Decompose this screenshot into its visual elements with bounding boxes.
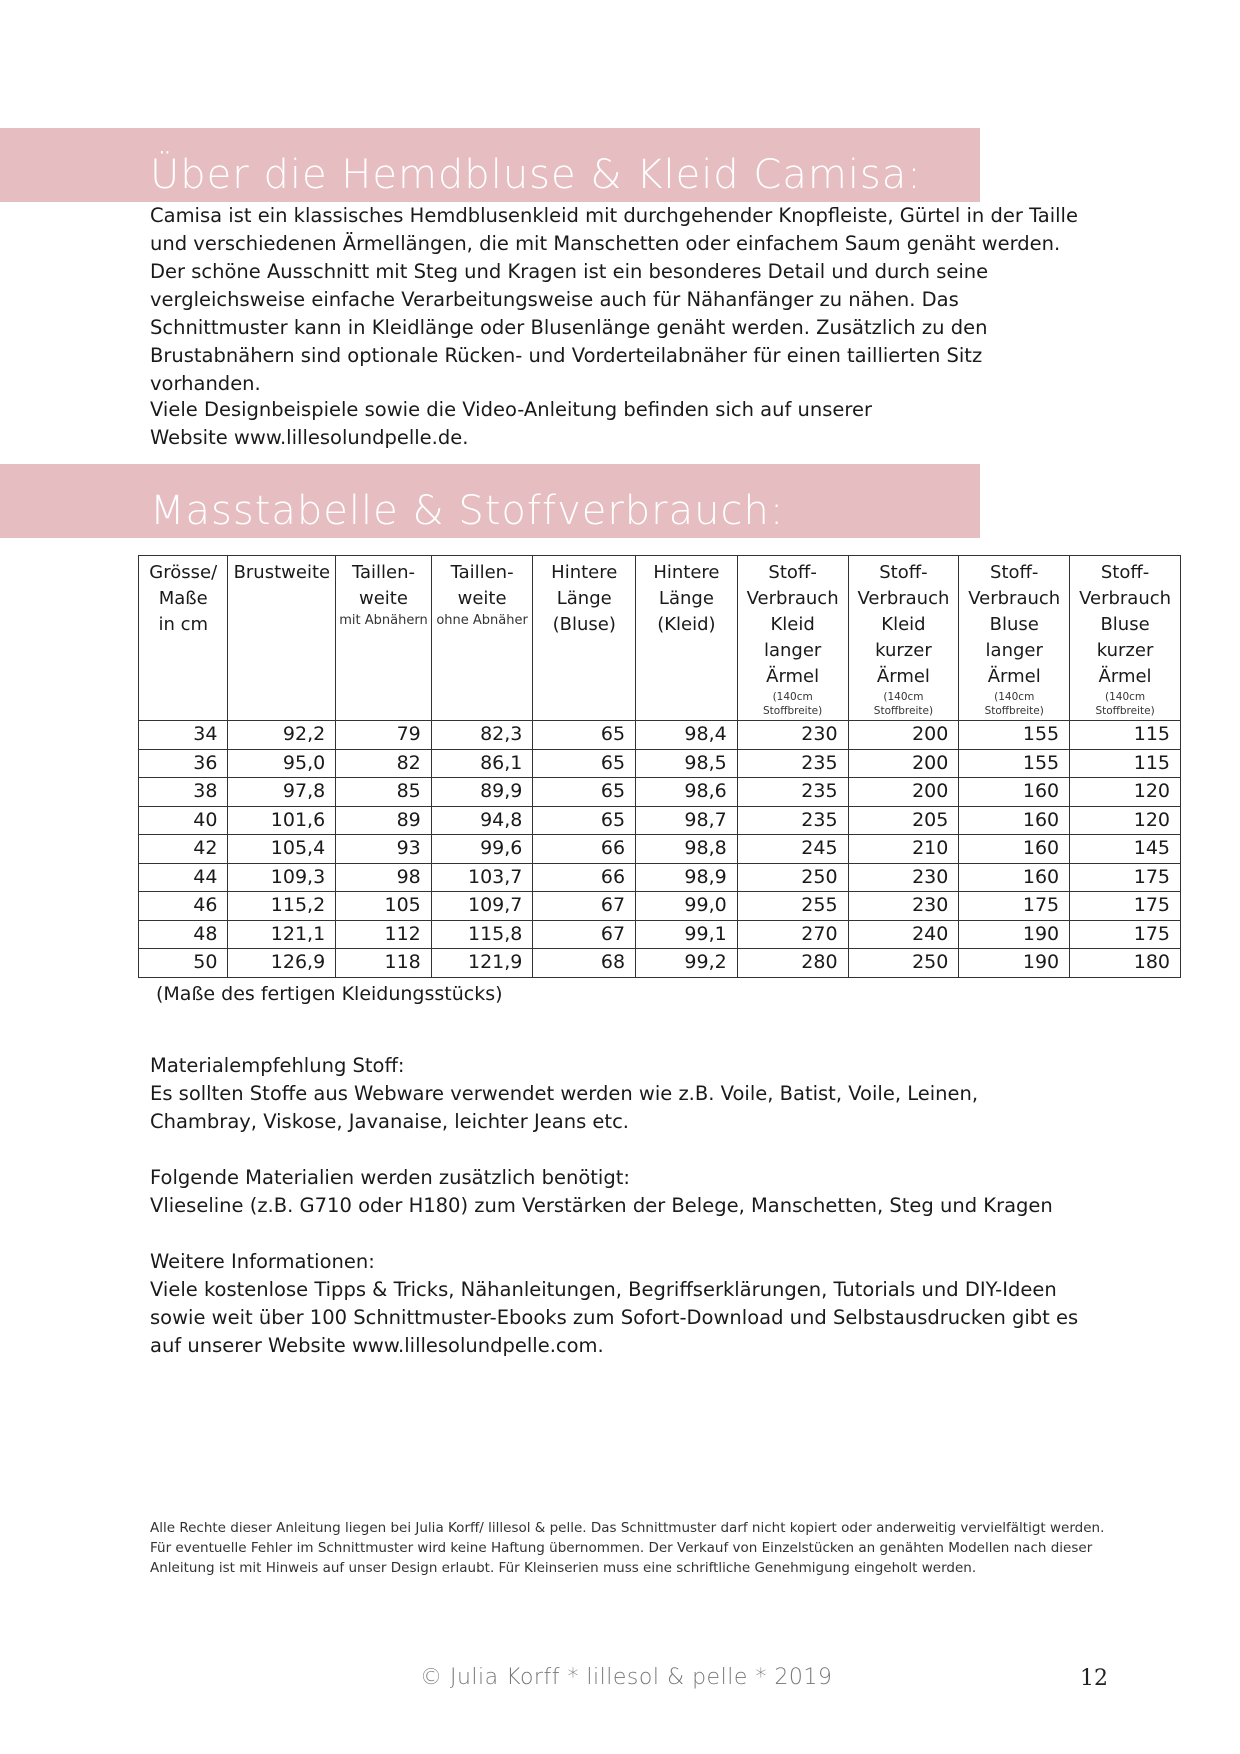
extra-heading: Folgende Materialien werden zusätzlich benötigt: xyxy=(150,1166,630,1189)
table-cell: 98,8 xyxy=(636,835,738,864)
header-line: (Bluse) xyxy=(552,614,616,635)
table-cell: 230 xyxy=(737,721,848,750)
table-cell: 66 xyxy=(533,863,636,892)
table-cell: 235 xyxy=(737,778,848,807)
header-line: Ärmel xyxy=(987,666,1041,687)
page-number: 12 xyxy=(1080,1666,1108,1691)
table-cell: 175 xyxy=(1070,892,1181,921)
table-cell: 86,1 xyxy=(431,749,533,778)
header-line: Kleid xyxy=(881,614,926,635)
header-line: Hintere xyxy=(551,562,618,583)
extra-text: Vlieseline (z.B. G710 oder H180) zum Verstärken der Belege, Manschetten, Steg und Kragen xyxy=(150,1194,1053,1217)
header-fabric-width: (140cm xyxy=(1104,691,1146,703)
table-cell: 160 xyxy=(959,835,1070,864)
table-row xyxy=(139,749,1181,778)
header-line: Stoff- xyxy=(879,562,928,583)
table-cell: 235 xyxy=(737,806,848,835)
table-cell: 36 xyxy=(139,749,228,778)
table-cell: 99,2 xyxy=(636,949,738,978)
table-cell: 79 xyxy=(336,721,432,750)
table-header-row xyxy=(139,556,1181,721)
table-cell: 109,7 xyxy=(431,892,533,921)
table-cell: 180 xyxy=(1070,949,1181,978)
table-cell: 65 xyxy=(533,721,636,750)
table-body xyxy=(139,721,1181,978)
table-cell: 99,1 xyxy=(636,920,738,949)
table-cell: 190 xyxy=(959,920,1070,949)
table-cell: 93 xyxy=(336,835,432,864)
table-cell: 65 xyxy=(533,778,636,807)
table-cell: 210 xyxy=(848,835,959,864)
table-cell: 200 xyxy=(848,749,959,778)
info-text: Viele kostenlose Tipps & Tricks, Nähanleitungen, Begriffserklärungen, Tutorials und DIY-Ideen sowie weit über 100 Schnittmuster-Ebooks zum Sofort-Download und Selbstausdrucken gibt es auf unserer Website www.lillesolundpelle.com. xyxy=(150,1278,1079,1357)
table-cell: 240 xyxy=(848,920,959,949)
table-cell: 98,5 xyxy=(636,749,738,778)
table-cell: 44 xyxy=(139,863,228,892)
table-row xyxy=(139,892,1181,921)
footer-copyright: © Julia Korff * lillesol & pelle * 2019 xyxy=(420,1665,833,1690)
table-cell: 190 xyxy=(959,949,1070,978)
column-header xyxy=(139,556,228,721)
header-line: langer xyxy=(985,640,1043,661)
about-paragraph: Camisa ist ein klassisches Hemdblusenkleid mit durchgehender Knopfleiste, Gürtel in der Taille und verschiedenen Ärmellängen, die mit Manschetten oder einfachem Saum genäht werden. Der schöne Ausschnitt mit Steg und Kragen ist ein besonderes Detail und durch seine vergleichsweise einfache Verarbeitungsweise auch für Nähanfänger zu nähen. Das Schnittmuster kann in Kleidlänge oder Blusenlänge genäht werden. Zusätzlich zu den Brustabnähern sind optionale Rücken- und Vorderteilabnäher für einen taillierten Sitz vorhanden. xyxy=(150,204,1078,395)
table-cell: 101,6 xyxy=(228,806,336,835)
table-cell: 98,9 xyxy=(636,863,738,892)
column-header xyxy=(228,556,336,721)
table-cell: 38 xyxy=(139,778,228,807)
table-cell: 175 xyxy=(1070,863,1181,892)
table-cell: 46 xyxy=(139,892,228,921)
table-cell: 92,2 xyxy=(228,721,336,750)
material-heading: Materialempfehlung Stoff: xyxy=(150,1054,405,1077)
table-row xyxy=(139,806,1181,835)
header-line: Bluse xyxy=(989,614,1039,635)
header-line: Stoff- xyxy=(990,562,1039,583)
table-cell: 235 xyxy=(737,749,848,778)
table-cell: 109,3 xyxy=(228,863,336,892)
header-line: Stoff- xyxy=(768,562,817,583)
table-cell: 67 xyxy=(533,920,636,949)
table-cell: 105 xyxy=(336,892,432,921)
website-note: Viele Designbeispiele sowie die Video-Anleitung befinden sich auf unserer Website www.lillesolundpelle.de. xyxy=(150,398,872,449)
table-cell: 115,2 xyxy=(228,892,336,921)
column-header xyxy=(737,556,848,721)
table-cell: 98,4 xyxy=(636,721,738,750)
table-cell: 48 xyxy=(139,920,228,949)
table-cell: 68 xyxy=(533,949,636,978)
section-title-about: Über die Hemdbluse & Kleid Camisa: xyxy=(150,152,922,198)
header-fabric-width: Stoffbreite) xyxy=(763,705,823,717)
table-cell: 50 xyxy=(139,949,228,978)
table-cell: 270 xyxy=(737,920,848,949)
table-cell: 115,8 xyxy=(431,920,533,949)
table-cell: 67 xyxy=(533,892,636,921)
table-cell: 120 xyxy=(1070,778,1181,807)
table-cell: 250 xyxy=(737,863,848,892)
table-cell: 230 xyxy=(848,892,959,921)
table-cell: 40 xyxy=(139,806,228,835)
header-line: weite xyxy=(359,588,408,609)
header-line: Maße xyxy=(158,588,208,609)
table-cell: 205 xyxy=(848,806,959,835)
table-cell: 160 xyxy=(959,806,1070,835)
table-cell: 200 xyxy=(848,721,959,750)
header-line: Hintere xyxy=(653,562,720,583)
table-row xyxy=(139,778,1181,807)
header-subtext: mit Abnähern xyxy=(339,613,428,628)
table-cell: 98,6 xyxy=(636,778,738,807)
header-fabric-width: Stoffbreite) xyxy=(984,705,1044,717)
table-cell: 118 xyxy=(336,949,432,978)
header-line: Verbrauch xyxy=(746,588,839,609)
material-text: Es sollten Stoffe aus Webware verwendet werden wie z.B. Voile, Batist, Voile, Leinen, Chambray, Viskose, Javanaise, leichter Jeans etc. xyxy=(150,1082,979,1133)
table-cell: 105,4 xyxy=(228,835,336,864)
table-cell: 103,7 xyxy=(431,863,533,892)
header-line: (Kleid) xyxy=(657,614,716,635)
table-cell: 82,3 xyxy=(431,721,533,750)
table-cell: 99,6 xyxy=(431,835,533,864)
table-cell: 155 xyxy=(959,749,1070,778)
column-header xyxy=(431,556,533,721)
table-cell: 89,9 xyxy=(431,778,533,807)
table-row xyxy=(139,949,1181,978)
table-cell: 85 xyxy=(336,778,432,807)
column-header xyxy=(1070,556,1181,721)
header-line: Kleid xyxy=(770,614,815,635)
table-cell: 65 xyxy=(533,806,636,835)
size-table xyxy=(138,555,1181,978)
header-line: Ärmel xyxy=(766,666,820,687)
table-cell: 121,9 xyxy=(431,949,533,978)
table-cell: 97,8 xyxy=(228,778,336,807)
table-cell: 200 xyxy=(848,778,959,807)
header-line: kurzer xyxy=(875,640,932,661)
header-line: weite xyxy=(457,588,507,609)
header-subtext: ohne Abnäher xyxy=(436,613,528,628)
table-cell: 66 xyxy=(533,835,636,864)
column-header xyxy=(533,556,636,721)
header-fabric-width: Stoffbreite) xyxy=(873,705,934,717)
table-cell: 94,8 xyxy=(431,806,533,835)
table-cell: 98,7 xyxy=(636,806,738,835)
header-line: in cm xyxy=(158,614,208,635)
table-cell: 245 xyxy=(737,835,848,864)
column-header xyxy=(848,556,959,721)
table-row xyxy=(139,920,1181,949)
header-line: Stoff- xyxy=(1100,562,1150,583)
header-fabric-width: Stoffbreite) xyxy=(1095,705,1155,717)
header-line: Verbrauch xyxy=(857,588,950,609)
table-note: (Maße des fertigen Kleidungsstücks) xyxy=(156,983,503,1005)
table-cell: 42 xyxy=(139,835,228,864)
table-cell: 89 xyxy=(336,806,432,835)
table-cell: 65 xyxy=(533,749,636,778)
header-line: Länge xyxy=(658,588,714,609)
table-cell: 115 xyxy=(1070,721,1181,750)
table-cell: 82 xyxy=(336,749,432,778)
header-fabric-width: (140cm xyxy=(883,691,924,703)
table-row xyxy=(139,721,1181,750)
table-row xyxy=(139,863,1181,892)
header-line: Länge xyxy=(556,588,612,609)
table-cell: 255 xyxy=(737,892,848,921)
header-line: Verbrauch xyxy=(1079,588,1172,609)
table-cell: 250 xyxy=(848,949,959,978)
section-title-sizes: Masstabelle & Stoffverbrauch: xyxy=(150,488,785,534)
table-cell: 95,0 xyxy=(228,749,336,778)
table-cell: 280 xyxy=(737,949,848,978)
table-cell: 160 xyxy=(959,863,1070,892)
header-line: Verbrauch xyxy=(968,588,1061,609)
table-cell: 115 xyxy=(1070,749,1181,778)
header-line: langer xyxy=(763,640,822,661)
table-cell: 126,9 xyxy=(228,949,336,978)
column-header xyxy=(336,556,432,721)
table-cell: 120 xyxy=(1070,806,1181,835)
column-header xyxy=(636,556,738,721)
table-cell: 230 xyxy=(848,863,959,892)
table-cell: 160 xyxy=(959,778,1070,807)
header-line: Bluse xyxy=(1100,614,1150,635)
table-cell: 145 xyxy=(1070,835,1181,864)
header-line: Taillen- xyxy=(351,562,415,583)
legal-notice: Alle Rechte dieser Anleitung liegen bei Julia Korff/ lillesol & pelle. Das Schnittmuster darf nicht kopiert oder anderweitig vervielfältigt werden. Für eventuelle Fehler im Schnittmuster wird keine Haftung übernommen. Der Verkauf von Einzelstücken an genähten Modellen nach dieser Anleitung ist mit Hinweis auf unser Design erlaubt. Für Kleinserien muss eine schriftliche Genehmigung eingeholt werden. xyxy=(150,1520,1105,1576)
table-cell: 99,0 xyxy=(636,892,738,921)
table-cell: 175 xyxy=(1070,920,1181,949)
header-fabric-width: (140cm xyxy=(994,691,1035,703)
column-header xyxy=(959,556,1070,721)
header-fabric-width: (140cm xyxy=(772,691,813,703)
header-line: Ärmel xyxy=(876,666,930,687)
table-cell: 175 xyxy=(959,892,1070,921)
table-row xyxy=(139,835,1181,864)
table-cell: 112 xyxy=(336,920,432,949)
table-cell: 155 xyxy=(959,721,1070,750)
header-line: kurzer xyxy=(1096,640,1154,661)
header-line: Taillen- xyxy=(450,562,514,583)
info-heading: Weitere Informationen: xyxy=(150,1250,375,1273)
header-line: Grösse/ xyxy=(149,562,218,583)
table-cell: 34 xyxy=(139,721,228,750)
header-line: Brustweite xyxy=(233,562,331,583)
header-line: Ärmel xyxy=(1098,666,1152,687)
table-cell: 121,1 xyxy=(228,920,336,949)
table-cell: 98 xyxy=(336,863,432,892)
